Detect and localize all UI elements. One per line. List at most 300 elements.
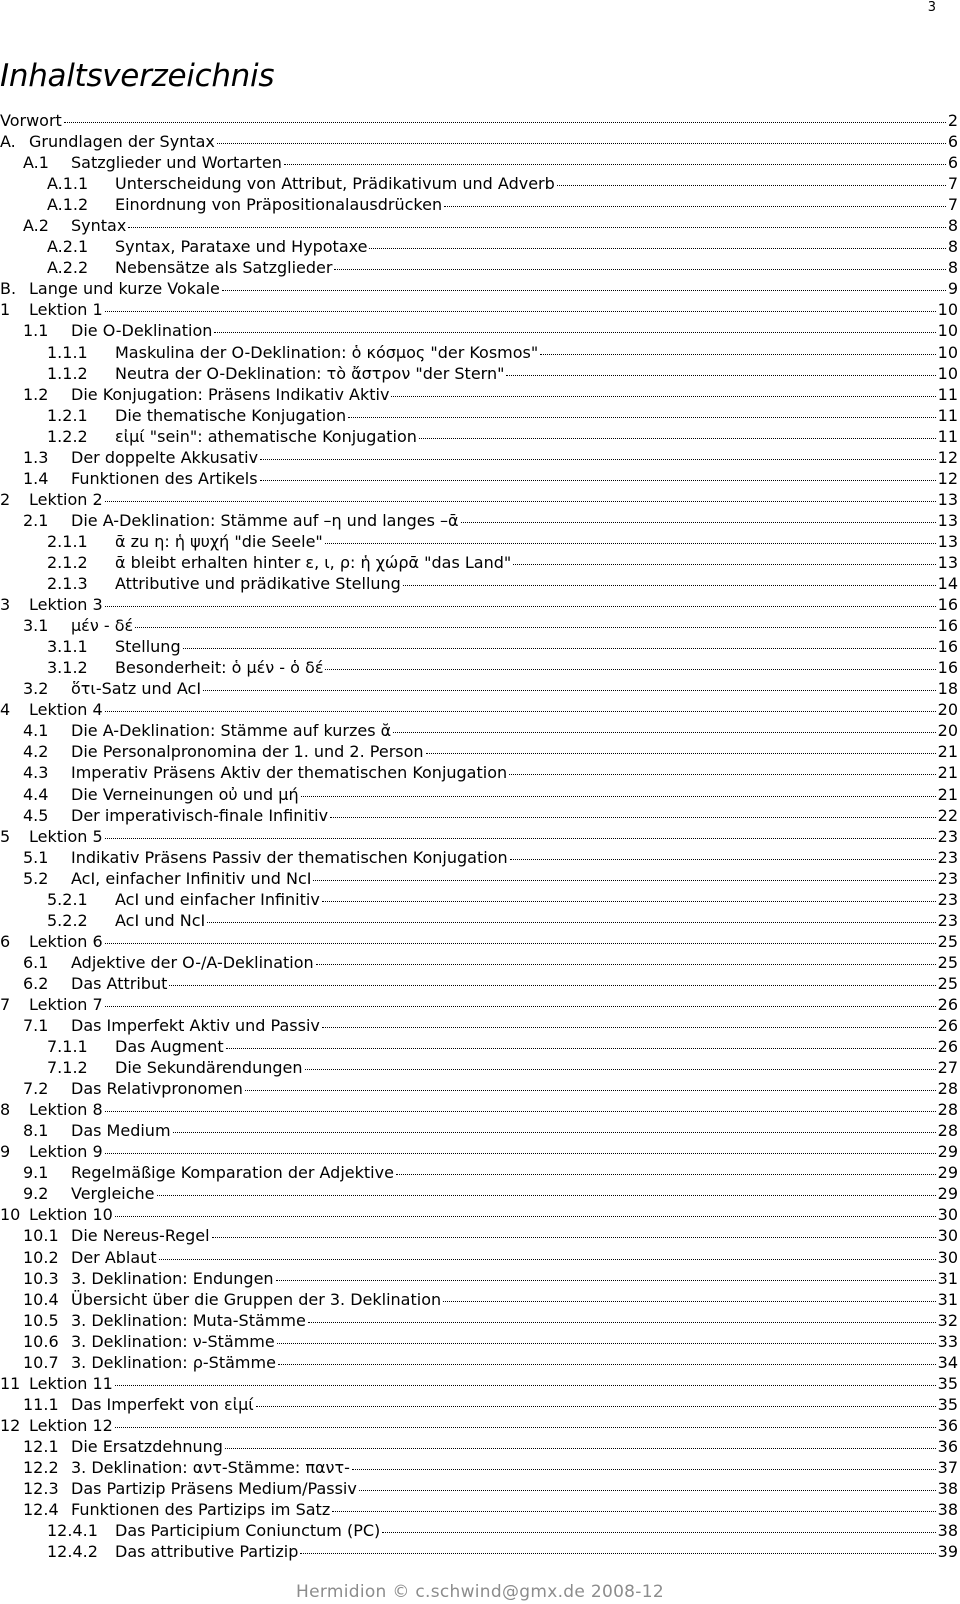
toc-entry-page: 29 xyxy=(937,1163,958,1183)
toc-entry-page: 29 xyxy=(937,1142,958,1162)
toc-dot-leader xyxy=(245,1090,936,1091)
toc-dot-leader xyxy=(203,690,936,691)
toc-entry-title: Lektion 1 xyxy=(29,300,103,320)
toc-dot-leader xyxy=(305,1069,936,1070)
toc-dot-leader xyxy=(332,1511,935,1512)
toc-entry-title: Das Partizip Präsens Medium/Passiv xyxy=(71,1479,357,1499)
toc-entry[interactable] xyxy=(0,1331,958,1352)
toc-entry[interactable] xyxy=(0,762,958,783)
toc-dot-leader xyxy=(115,1216,936,1217)
footer-copyright: Hermidion © c.schwind@gmx.de 2008-12 xyxy=(296,1582,664,1602)
toc-entry-page: 16 xyxy=(937,616,958,636)
toc-entry[interactable] xyxy=(0,678,958,699)
toc-entry-title: Lektion 10 xyxy=(29,1205,113,1225)
toc-entry-title: Attributive und prädikative Stellung xyxy=(115,574,401,594)
toc-entry[interactable] xyxy=(0,1099,958,1120)
toc-dot-leader xyxy=(325,669,935,670)
toc-dot-leader xyxy=(308,1322,936,1323)
toc-entry-number: A. xyxy=(0,132,16,152)
toc-entry-page: 10 xyxy=(937,321,958,341)
toc-entry-page: 20 xyxy=(937,700,958,720)
toc-entry-number: A.1 xyxy=(23,153,49,173)
toc-entry[interactable] xyxy=(0,405,958,426)
toc-entry-page: 8 xyxy=(947,258,958,278)
toc-entry-title: Lektion 7 xyxy=(29,994,103,1014)
toc-entry[interactable] xyxy=(0,1015,958,1036)
toc-entry-page: 28 xyxy=(937,1100,958,1120)
toc-entry[interactable] xyxy=(0,636,958,657)
toc-entry-page: 12 xyxy=(937,447,958,467)
toc-entry-number: 6.2 xyxy=(23,973,49,993)
toc-entry-page: 8 xyxy=(947,237,958,257)
toc-entry-title: Das Relativpronomen xyxy=(71,1079,243,1099)
toc-entry-page: 21 xyxy=(937,763,958,783)
toc-dot-leader xyxy=(105,501,936,502)
toc-dot-leader xyxy=(284,164,946,165)
toc-entry[interactable] xyxy=(0,1541,958,1562)
toc-entry-title: Das Attribut xyxy=(71,973,168,993)
toc-entry-page: 10 xyxy=(937,363,958,383)
toc-entry[interactable] xyxy=(0,1373,958,1394)
toc-entry-number: 9.2 xyxy=(23,1184,49,1204)
toc-entry-number: 12.4.2 xyxy=(47,1542,98,1562)
toc-entry-page: 33 xyxy=(937,1331,958,1351)
toc-entry-number: 1 xyxy=(0,300,11,320)
toc-dot-leader xyxy=(322,901,936,902)
toc-entry[interactable] xyxy=(0,1499,958,1520)
toc-entry[interactable] xyxy=(0,741,958,762)
toc-dot-leader xyxy=(105,1006,936,1007)
toc-entry-title: Neutra der O-Deklination: τὸ ἄστρον "der Stern" xyxy=(115,363,505,383)
toc-entry-page: 13 xyxy=(937,489,958,509)
toc-entry-title: Das Medium xyxy=(71,1121,171,1141)
toc-entry-page: 23 xyxy=(937,847,958,867)
toc-entry-page: 25 xyxy=(937,931,958,951)
toc-dot-leader xyxy=(105,943,936,944)
toc-entry-page: 26 xyxy=(937,1037,958,1057)
toc-entry-number: 12.1 xyxy=(23,1436,59,1456)
toc-dot-leader xyxy=(557,185,946,186)
toc-entry-title: Adjektive der O-/A-Deklination xyxy=(71,952,314,972)
toc-entry-page: 10 xyxy=(937,342,958,362)
toc-entry-number: 10.7 xyxy=(23,1352,59,1372)
toc-dot-leader xyxy=(278,1364,936,1365)
toc-entry[interactable] xyxy=(0,910,958,931)
toc-entry-number: 3.2 xyxy=(23,679,49,699)
toc-entry-number: 9.1 xyxy=(23,1163,49,1183)
toc-entry-title: Unterscheidung von Attribut, Prädikativum und Adverb xyxy=(115,174,555,194)
toc-entry[interactable] xyxy=(0,173,958,194)
toc-entry-page: 12 xyxy=(937,468,958,488)
toc-entry-page: 13 xyxy=(937,531,958,551)
toc-entry-page: 23 xyxy=(937,868,958,888)
toc-dot-leader xyxy=(352,1469,936,1470)
toc-dot-leader xyxy=(169,985,935,986)
toc-entry[interactable] xyxy=(0,384,958,405)
toc-entry-number: 5.2.2 xyxy=(47,910,88,930)
toc-entry-page: 11 xyxy=(937,405,958,425)
toc-dot-leader xyxy=(419,438,936,439)
toc-entry[interactable] xyxy=(0,257,958,278)
toc-entry-number: 4 xyxy=(0,700,11,720)
toc-entry-number: 3.1.2 xyxy=(47,658,88,678)
toc-entry[interactable] xyxy=(0,531,958,552)
toc-entry-title: AcI und NcI xyxy=(115,910,206,930)
toc-entry-title: Das attributive Partizip xyxy=(115,1542,299,1562)
toc-entry-title: Die A-Deklination: Stämme auf –η und langes –ᾱ xyxy=(71,510,459,530)
toc-entry[interactable] xyxy=(0,1268,958,1289)
toc-entry[interactable] xyxy=(0,1078,958,1099)
toc-entry-title: Funktionen des Artikels xyxy=(71,468,258,488)
toc-entry-title: Regelmäßige Komparation der Adjektive xyxy=(71,1163,394,1183)
toc-entry[interactable] xyxy=(0,952,958,973)
toc-entry[interactable] xyxy=(0,1289,958,1310)
toc-dot-leader xyxy=(128,227,946,228)
toc-entry[interactable] xyxy=(0,1310,958,1331)
toc-entry-title: Das Imperfekt Aktiv und Passiv xyxy=(71,1016,320,1036)
toc-entry-page: 35 xyxy=(937,1373,958,1393)
toc-entry-number: A.1.2 xyxy=(47,195,89,215)
toc-entry-number: 10.6 xyxy=(23,1331,59,1351)
toc-dot-leader xyxy=(348,417,936,418)
toc-entry-number: 5.1 xyxy=(23,847,49,867)
toc-entry-title: Syntax, Parataxe und Hypotaxe xyxy=(115,237,368,257)
toc-entry-number: 3.1.1 xyxy=(47,637,88,657)
toc-entry-number: 1.1 xyxy=(23,321,49,341)
toc-entry-number: 2 xyxy=(0,489,11,509)
toc-entry[interactable] xyxy=(0,299,958,320)
toc-dot-leader xyxy=(217,143,946,144)
toc-entry[interactable] xyxy=(0,1478,958,1499)
toc-entry[interactable] xyxy=(0,615,958,636)
toc-entry[interactable] xyxy=(0,110,958,131)
toc-entry-title: 3. Deklination: ν-Stämme xyxy=(71,1331,275,1351)
toc-entry-page: 7 xyxy=(947,195,958,215)
toc-entry-title: μέν - δέ xyxy=(71,616,134,636)
toc-entry-title: εἰμί "sein": athematische Konjugation xyxy=(115,426,417,446)
toc-entry[interactable] xyxy=(0,1225,958,1246)
toc-entry-number: 7.1.2 xyxy=(47,1058,88,1078)
toc-entry-number: 1.3 xyxy=(23,447,49,467)
toc-entry[interactable] xyxy=(0,1520,958,1541)
toc-entry-page: 34 xyxy=(937,1352,958,1372)
toc-entry-number: A.1.1 xyxy=(47,174,89,194)
toc-entry-page: 39 xyxy=(937,1542,958,1562)
toc-entry-title: Stellung xyxy=(115,637,181,657)
toc-dot-leader xyxy=(403,585,936,586)
toc-entry[interactable] xyxy=(0,447,958,468)
toc-entry-page: 11 xyxy=(937,426,958,446)
toc-entry-page: 2 xyxy=(947,111,958,130)
toc-entry-number: 4.3 xyxy=(23,763,49,783)
toc-entry-page: 28 xyxy=(937,1079,958,1099)
toc-entry[interactable] xyxy=(0,342,958,363)
toc-dot-leader xyxy=(135,627,935,628)
toc-dot-leader xyxy=(322,1027,936,1028)
toc-dot-leader xyxy=(260,459,936,460)
toc-entry[interactable] xyxy=(0,1057,958,1078)
toc-entry-title: Lektion 8 xyxy=(29,1100,103,1120)
toc-entry-number: 5.2.1 xyxy=(47,889,88,909)
toc-entry-number: 7.1 xyxy=(23,1016,49,1036)
toc-entry-page: 29 xyxy=(937,1184,958,1204)
toc-entry-title: Die Ersatzdehnung xyxy=(71,1436,223,1456)
toc-entry[interactable] xyxy=(0,1036,958,1057)
toc-entry-page: 30 xyxy=(937,1247,958,1267)
toc-entry-title: Die Sekundärendungen xyxy=(115,1058,303,1078)
toc-entry-title: Lektion 2 xyxy=(29,489,103,509)
toc-entry-page: 25 xyxy=(937,973,958,993)
toc-dot-leader xyxy=(334,269,945,270)
toc-entry-number: 2.1.3 xyxy=(47,574,88,594)
toc-entry-number: 10.3 xyxy=(23,1268,59,1288)
toc-entry-page: 9 xyxy=(947,279,958,299)
toc-entry[interactable] xyxy=(0,320,958,341)
toc-entry-number: 12.4 xyxy=(23,1500,59,1520)
toc-dot-leader xyxy=(509,774,936,775)
toc-dot-leader xyxy=(173,1132,936,1133)
toc-entry-number: 11 xyxy=(0,1373,21,1393)
toc-entry-page: 21 xyxy=(937,784,958,804)
toc-dot-leader xyxy=(212,1237,936,1238)
toc-entry[interactable] xyxy=(0,720,958,741)
toc-entry[interactable] xyxy=(0,847,958,868)
toc-entry-page: 16 xyxy=(937,595,958,615)
toc-entry-title: Lektion 11 xyxy=(29,1373,113,1393)
toc-entry-title: Die Verneinungen οὐ und μή xyxy=(71,784,299,804)
toc-entry[interactable] xyxy=(0,468,958,489)
toc-entry-page: 23 xyxy=(937,910,958,930)
toc-entry-title: Indikativ Präsens Passiv der thematischen Konjugation xyxy=(71,847,508,867)
toc-entry-number: 9 xyxy=(0,1142,11,1162)
toc-entry-title: AcI, einfacher Infinitiv und NcI xyxy=(71,868,312,888)
toc-entry-page: 26 xyxy=(937,1016,958,1036)
toc-dot-leader xyxy=(260,480,936,481)
toc-entry-title: Vorwort xyxy=(0,111,62,130)
toc-entry-number: 7.2 xyxy=(23,1079,49,1099)
toc-entry-number: 11.1 xyxy=(23,1394,59,1414)
toc-dot-leader xyxy=(444,206,946,207)
toc-entry-title: ᾱ bleibt erhalten hinter ε, ι, ρ: ἡ χώρᾱ "das Land" xyxy=(115,552,512,572)
toc-entry-title: Syntax xyxy=(71,216,127,236)
toc-entry-title: Lektion 6 xyxy=(29,931,103,951)
toc-entry-number: 10.4 xyxy=(23,1289,59,1309)
toc-dot-leader xyxy=(369,248,945,249)
toc-entry-number: 2.1.2 xyxy=(47,552,88,572)
toc-dot-leader xyxy=(105,711,936,712)
toc-entry-number: 12.4.1 xyxy=(47,1521,98,1541)
table-of-contents xyxy=(0,110,958,1562)
toc-dot-leader xyxy=(325,543,936,544)
toc-entry[interactable] xyxy=(0,363,958,384)
toc-dot-leader xyxy=(214,332,935,333)
toc-entry[interactable] xyxy=(0,1394,958,1415)
toc-dot-leader xyxy=(276,1280,936,1281)
toc-entry-number: 1.1.1 xyxy=(47,342,88,362)
toc-entry-number: 1.2.2 xyxy=(47,426,88,446)
toc-entry[interactable] xyxy=(0,215,958,236)
toc-entry-number: 8 xyxy=(0,1100,11,1120)
toc-dot-leader xyxy=(207,922,935,923)
toc-entry-number: 2.1 xyxy=(23,510,49,530)
toc-dot-leader xyxy=(426,753,936,754)
toc-entry-number: 1.2.1 xyxy=(47,405,88,425)
toc-entry-number: 3 xyxy=(0,595,11,615)
toc-dot-leader xyxy=(316,964,936,965)
toc-dot-leader xyxy=(105,311,936,312)
toc-entry-title: Lektion 4 xyxy=(29,700,103,720)
toc-entry-number: B. xyxy=(0,279,17,299)
toc-entry-number: 4.2 xyxy=(23,742,49,762)
toc-entry-page: 18 xyxy=(937,679,958,699)
toc-entry[interactable] xyxy=(0,931,958,952)
toc-entry-page: 26 xyxy=(937,994,958,1014)
toc-entry[interactable] xyxy=(0,1120,958,1141)
toc-entry-page: 25 xyxy=(937,952,958,972)
toc-dot-leader xyxy=(226,1048,936,1049)
toc-entry-page: 13 xyxy=(937,552,958,572)
toc-entry[interactable] xyxy=(0,489,958,510)
toc-dot-leader xyxy=(513,564,935,565)
toc-entry[interactable] xyxy=(0,1436,958,1457)
toc-entry-number: 12.2 xyxy=(23,1458,59,1477)
toc-entry[interactable] xyxy=(0,278,958,299)
toc-entry[interactable] xyxy=(0,868,958,889)
toc-entry-page: 10 xyxy=(937,300,958,320)
toc-dot-leader xyxy=(382,1532,935,1533)
toc-entry-page: 30 xyxy=(937,1205,958,1225)
toc-dot-leader xyxy=(510,859,936,860)
toc-dot-leader xyxy=(391,396,935,397)
toc-dot-leader xyxy=(157,1195,936,1196)
toc-entry[interactable] xyxy=(0,1204,958,1225)
toc-entry-number: 12 xyxy=(0,1415,21,1435)
toc-entry-page: 36 xyxy=(937,1415,958,1435)
toc-entry-title: Der imperativisch-finale Infinitiv xyxy=(71,805,329,825)
toc-entry-page: 6 xyxy=(947,153,958,173)
toc-entry-number: A.2 xyxy=(23,216,49,236)
toc-entry-number: 10.5 xyxy=(23,1310,59,1330)
toc-entry[interactable] xyxy=(0,1141,958,1162)
toc-entry[interactable] xyxy=(0,510,958,531)
toc-entry[interactable] xyxy=(0,1183,958,1204)
toc-entry-title: Lektion 5 xyxy=(29,826,103,846)
toc-entry-number: 6 xyxy=(0,931,11,951)
toc-entry-title: Vergleiche xyxy=(71,1184,155,1204)
toc-entry[interactable] xyxy=(0,805,958,826)
toc-entry[interactable] xyxy=(0,784,958,805)
toc-dot-leader xyxy=(506,375,935,376)
toc-entry-page: 13 xyxy=(937,510,958,530)
toc-entry[interactable] xyxy=(0,194,958,215)
toc-entry-page: 35 xyxy=(937,1394,958,1414)
toc-entry[interactable] xyxy=(0,699,958,720)
toc-entry-page: 6 xyxy=(947,132,958,152)
toc-dot-leader xyxy=(105,1153,936,1154)
toc-entry-title: Nebensätze als Satzglieder xyxy=(115,258,333,278)
toc-entry-number: 5.2 xyxy=(23,868,49,888)
toc-entry-title: Die thematische Konjugation xyxy=(115,405,347,425)
toc-entry[interactable] xyxy=(0,1352,958,1373)
toc-entry[interactable] xyxy=(0,973,958,994)
toc-entry[interactable] xyxy=(0,594,958,615)
toc-entry-title: Grundlagen der Syntax xyxy=(29,132,215,152)
toc-entry-title: ὅτι-Satz und AcI xyxy=(71,679,202,699)
toc-entry-title: Die Nereus-Regel xyxy=(71,1226,210,1246)
toc-entry[interactable] xyxy=(0,994,958,1015)
toc-dot-leader xyxy=(64,122,946,123)
toc-entry-number: 7 xyxy=(0,994,11,1014)
toc-entry-number: 3.1 xyxy=(23,616,49,636)
toc-dot-leader xyxy=(105,1111,936,1112)
page-number: 3 xyxy=(927,0,936,15)
toc-entry-number: 4.1 xyxy=(23,721,49,741)
toc-entry-number: 7.1.1 xyxy=(47,1037,88,1057)
toc-dot-leader xyxy=(300,1553,935,1554)
toc-entry[interactable] xyxy=(0,152,958,173)
toc-dot-leader xyxy=(540,354,935,355)
toc-entry-title: Lektion 12 xyxy=(29,1415,113,1435)
toc-entry-title: Lektion 9 xyxy=(29,1142,103,1162)
toc-entry-title: Lange und kurze Vokale xyxy=(29,279,220,299)
toc-entry-title: Der doppelte Akkusativ xyxy=(71,447,259,467)
toc-entry-page: 32 xyxy=(937,1310,958,1330)
toc-entry-title: Lektion 3 xyxy=(29,595,103,615)
toc-entry-page: 38 xyxy=(937,1479,958,1499)
toc-entry-title: Die A-Deklination: Stämme auf kurzes ᾰ xyxy=(71,721,392,741)
toc-entry-number: 8.1 xyxy=(23,1121,49,1141)
toc-entry-number: 1.1.2 xyxy=(47,363,88,383)
toc-entry-page: 14 xyxy=(937,574,958,594)
toc-dot-leader xyxy=(301,796,936,797)
toc-entry-page: 23 xyxy=(937,826,958,846)
toc-entry-page: 36 xyxy=(937,1436,958,1456)
toc-dot-leader xyxy=(105,606,936,607)
toc-entry-number: 12.3 xyxy=(23,1479,59,1499)
toc-entry-page: 22 xyxy=(937,805,958,825)
toc-entry-title: Die O-Deklination xyxy=(71,321,213,341)
toc-dot-leader xyxy=(330,817,936,818)
toc-entry[interactable] xyxy=(0,657,958,678)
toc-entry[interactable] xyxy=(0,236,958,257)
toc-entry[interactable] xyxy=(0,826,958,847)
toc-dot-leader xyxy=(393,732,935,733)
toc-entry-title: Imperativ Präsens Aktiv der thematischen Konjugation xyxy=(71,763,508,783)
toc-dot-leader xyxy=(225,1448,936,1449)
toc-entry[interactable] xyxy=(0,552,958,573)
toc-entry[interactable] xyxy=(0,131,958,152)
toc-entry[interactable] xyxy=(0,1457,958,1478)
toc-dot-leader xyxy=(115,1427,936,1428)
toc-entry[interactable] xyxy=(0,1247,958,1268)
toc-entry-page: 23 xyxy=(937,889,958,909)
toc-entry-title: Das Imperfekt von εἰμί xyxy=(71,1394,254,1414)
toc-entry[interactable] xyxy=(0,426,958,447)
toc-entry-number: 10.2 xyxy=(23,1247,59,1267)
toc-entry-title: 3. Deklination: Muta-Stämme xyxy=(71,1310,306,1330)
toc-entry[interactable] xyxy=(0,1162,958,1183)
toc-dot-leader xyxy=(183,648,936,649)
page-title: Inhaltsverzeichnis xyxy=(0,58,275,94)
toc-entry[interactable] xyxy=(0,573,958,594)
toc-entry-page: 16 xyxy=(937,637,958,657)
toc-entry[interactable] xyxy=(0,889,958,910)
toc-entry-number: 4.5 xyxy=(23,805,49,825)
toc-entry-title: Der Ablaut xyxy=(71,1247,157,1267)
toc-entry-page: 30 xyxy=(937,1226,958,1246)
toc-entry[interactable] xyxy=(0,1415,958,1436)
toc-dot-leader xyxy=(313,880,935,881)
